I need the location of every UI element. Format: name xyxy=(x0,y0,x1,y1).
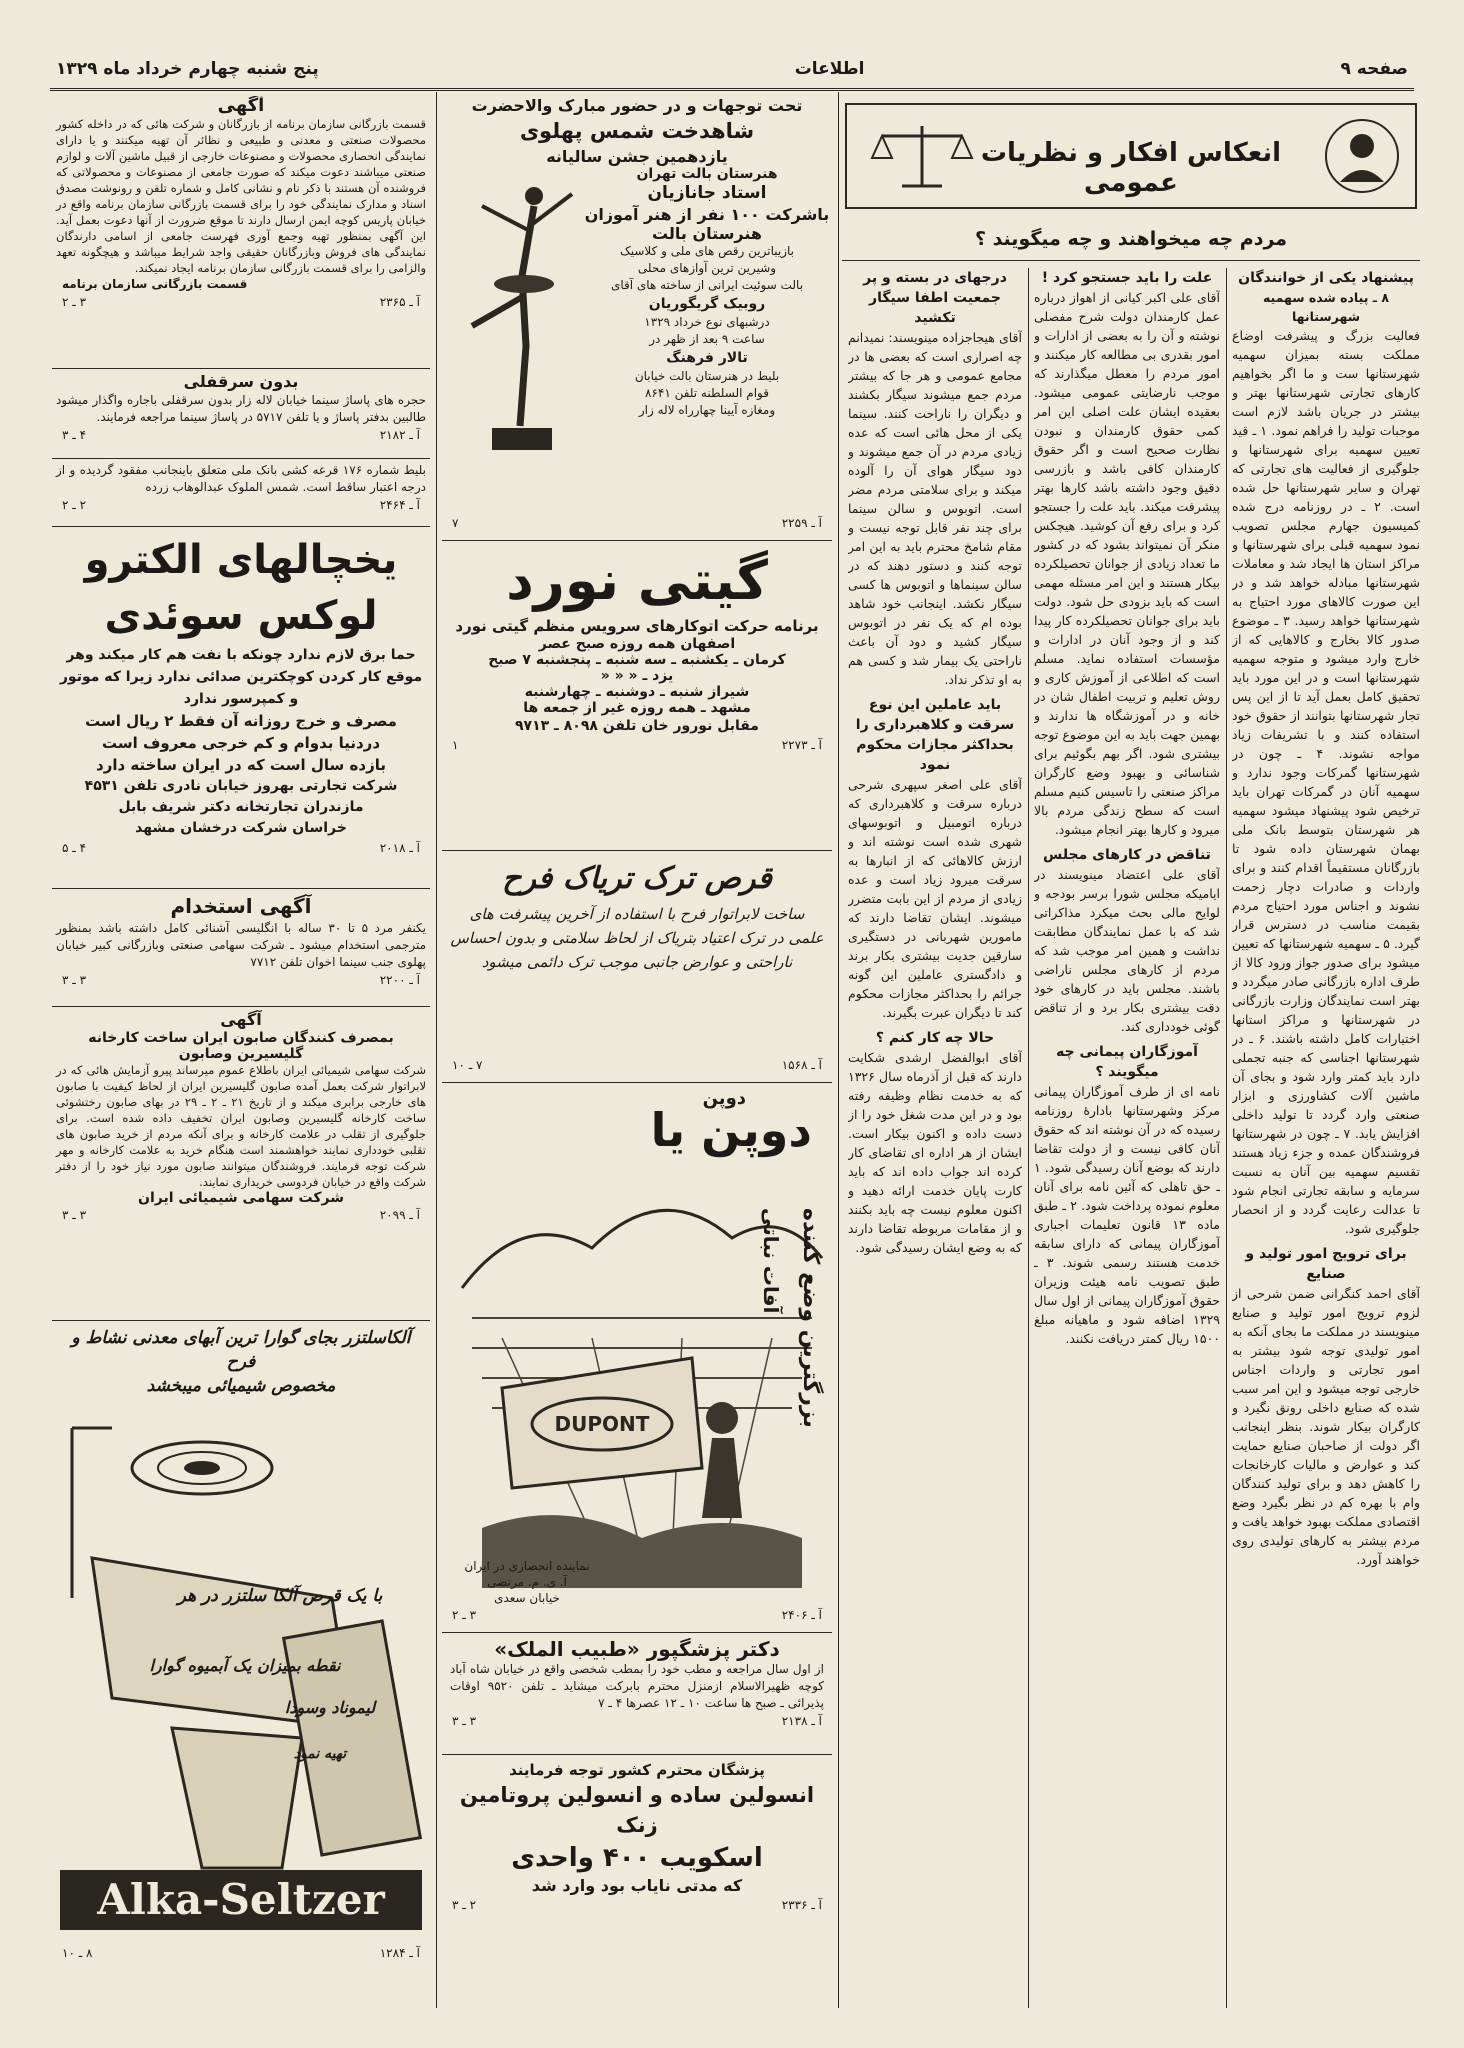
ad-line: آ. ی. م. مرتضی xyxy=(487,1575,567,1589)
ad-line: کرمان ـ یکشنبه ـ سه شنبه ـ پنجشنبه ۷ صبح xyxy=(488,652,786,668)
article-heading: آموزگاران پیمانی چه میگویند ؟ xyxy=(1056,1044,1198,1080)
ad-divider xyxy=(442,1754,832,1755)
ad-ref-right: آ ـ ۱۵۶۸ xyxy=(781,1058,822,1072)
ad-ref-right: آ ـ ۲۲۵۹ xyxy=(781,516,822,530)
ad-shams-ballet xyxy=(442,96,832,536)
ad-ref-left: ۱ xyxy=(452,738,459,752)
ad-line: آفات نباتی xyxy=(759,1208,783,1314)
ad-line: یزد ـ « « « xyxy=(600,668,674,684)
ad-ref-right: آ ـ ۲۰۹۹ xyxy=(379,1208,420,1222)
ad-line: درشبهای نوع خرداد ۱۳۲۹ xyxy=(644,315,770,329)
ad-line: باشرکت ۱۰۰ نفر از هنر آموزان xyxy=(584,205,830,224)
ad-line: با یک قرص آلکا سلتزر در هر xyxy=(177,1586,383,1606)
ad-divider xyxy=(52,888,430,889)
ad-title: دکتر پزشگپور «طبیب الملک» xyxy=(494,1638,780,1661)
ad-line: آلکاسلتزر بجای گوارا ترین آبهای معدنی نشاط و فرح xyxy=(71,1328,411,1372)
ad-title: آگهی استخدام xyxy=(170,894,312,918)
ad-reference xyxy=(442,1056,832,1074)
ad-ref-right: آ ـ ۲۲۰۰ xyxy=(379,973,420,987)
column-reader-suggestion xyxy=(1232,268,1420,2008)
ad-divider xyxy=(52,458,430,459)
ad-title-top: دوپن xyxy=(702,1088,746,1109)
ad-employment xyxy=(52,892,430,1002)
ad-dupont xyxy=(442,1088,832,1628)
ad-line: روبیک گریگوریان xyxy=(648,296,766,312)
ad-line: پزشگان محترم کشور توجه فرمایند xyxy=(509,1761,765,1779)
ad-line: بلیط در هنرستان بالت خیابان xyxy=(634,369,780,383)
ad-body: شرکت تجارتی بهروز خیابان نادری تلفن ۴۵۳۱ xyxy=(84,778,398,794)
ad-line: مشهد ـ همه روزه غیر از جمعه ها xyxy=(523,700,751,716)
article-heading: برای ترویج امور تولید و صنایع xyxy=(1245,1246,1407,1282)
ad-lost-ticket xyxy=(52,462,430,522)
article-body: آقای احمد کنگرانی ضمن شرحی از لزوم ترویج امور تولید و صنایع مینویسند در مملکت ما بجای آنکه به امور تولیدی توجه شود بیشتر به امور تجارتی و واردات اجناس خارجی توجه میشود و این امر سبب شده که صنایع داخلی رونق نگیرد و کارگران بیکار شوند. بنظر اینجانب اگر دولت از صاحبان صنایع حمایت کند و عوارض و مالیات کارخانجات را کاهش دهد و برای تولید کنندگان وام با بهره کم در نظر بگیرد وضع اقتصادی مملکت بهبود خواهد یافت و مردم بیشتر به کارهای تولیدی روی خواهند آورد. xyxy=(1232,1286,1420,1567)
ad-line: انسولین ساده و انسولین پروتامین زنک xyxy=(459,1783,815,1837)
article-heading: حالا چه کار کنم ؟ xyxy=(875,1030,995,1046)
article-body: آقای هیجاجزاده مینویسند: نمیدانم چه اصراری است که بعضی ها در مجامع عمومی و هر جا که بیشتر مردم جمع میشوند سیگار بکشند و دیگران را ناراحت کنند. سینما یکی از محل هائی است که عده زیادی مردم در آن جمع میشوند و دود سیگار هوای آن را آلوده میکند و برای سلامتی مردم مضر است. اتوبوس و سالن سینما برای چند نفر قابل توجه نیست و مقام شامخ محترم باید به این امر توجه کنند و دستور دهند که در سالن سینماها و اتوبوس ها کسی سیگار نکشد. اینجانب خود شاهد بوده ام که یک نفر در اتوبوس سیگار کشید و دود آن باعث ناراحتی یک بیمار شد و کسی هم به او تذکر نداد. xyxy=(848,330,1022,687)
ad-line: بازیباترین رقص های ملی و کلاسیک xyxy=(619,244,794,258)
page-header xyxy=(56,54,1408,84)
ad-doctor xyxy=(442,1638,832,1750)
ad-ref-right: آ ـ ۲۴۰۶ xyxy=(781,1608,822,1622)
ad-ref-left: ۸ ـ ۱۰ xyxy=(62,1946,93,1960)
ad-line: یازدهمین جشن سالیانه xyxy=(546,147,728,166)
page-label: صفحه ۹ xyxy=(1340,59,1408,79)
ad-line: بالت سوئیت ایرانی از ساخته های آقای xyxy=(610,278,804,292)
article-body: آقای علی اصغر سپهری شرحی درباره سرقت و کلاهبرداری که درباره اتومبیل و اتوبوسهای شهری شده است نوشته اند و ارزش کالاهائی که از انبارها به سرقت میرود زیاد است و عده زیادی از مردم از این بابت متضرر میشوند. ایشان تقاضا دارند که مامورین شهربانی در دستگیری سارقین جدیت بیشتری بکار برند و دادگستری عاملین این گونه جرائم را بحداکثر مجازات محکوم کند تا دیگران عبرت بگیرند. xyxy=(848,777,1022,1020)
ad-ref-left: ۳ ـ ۲ xyxy=(452,1608,477,1622)
ad-ref-left: ۳ ـ ۳ xyxy=(62,1208,87,1222)
ad-line: اسکویب ۴۰۰ واحدی xyxy=(511,1843,763,1873)
ad-body: بازده سال است که در ایران ساخته دارد xyxy=(96,756,386,774)
ad-ref-left: ۲ ـ ۲ xyxy=(62,498,87,512)
ad-body: از اول سال مراجعه و مطب خود را بمطب شخصی واقع در خیابان شاه آباد کوچه ظهیرالاسلام ازمنزل محترم بابرکت میشاید ـ تلفن ۹۵۲۰ اوقات پذیرائی ـ صبح ها ساعت ۱۰ ـ ۱۲ عصرها ۴ ـ ۷ xyxy=(450,1662,824,1710)
ad-divider xyxy=(442,1632,832,1633)
ad-title: قرص ترک تریاک فرح xyxy=(502,861,772,896)
ad-line: ومغازه آیینا چهارراه لاله زار xyxy=(638,403,776,417)
ad-ref-right: آ ـ ۲۳۳۶ xyxy=(781,1898,822,1912)
ad-reference xyxy=(52,293,430,311)
ad-ref-left: ۳ ـ ۳ xyxy=(62,973,87,987)
ad-ref-right: آ ـ ۲۰۱۸ xyxy=(379,841,420,855)
ad-ref-right: آ ـ ۲۱۳۸ xyxy=(781,1714,822,1728)
ad-ref-left: ۷ ـ ۱۰ xyxy=(452,1058,483,1072)
article-heading: باید عاملین این نوع سرقت و کلاهبرداری را بحداکثر مجازات محکوم نمود xyxy=(855,697,1015,773)
ad-divider xyxy=(52,1320,430,1321)
ad-line: مقابل نورور خان تلفن ۸۰۹۸ ـ ۹۷۱۳ xyxy=(515,718,759,734)
alka-seltzer-illustration-icon xyxy=(52,1398,430,1878)
article-heading: تناقض در کارهای مجلس xyxy=(1043,847,1211,863)
alka-seltzer-brand: Alka-Seltzer xyxy=(60,1870,422,1930)
article-body: آقای علی اعتضاد مینویسند در ایامیکه مجلس شورا برسر بودجه و لوایح مالی بحث میکرد مذاکراتی شد که با عمل نمایندگان مطابقت نداشت و همین امر موجب شد که مردم از کارهای مجلس ناراضی باشند. مجلس باید در کارهای خود دقت بیشتری بکار برد و از تناقض گوئی خودداری کند. xyxy=(1034,867,1220,1034)
ad-line: لیموناد وسودا xyxy=(284,1698,376,1717)
ad-reference xyxy=(52,971,430,989)
ad-line: تالار فرهنگ xyxy=(666,350,748,366)
ad-divider xyxy=(442,540,832,541)
ad-reference xyxy=(442,1712,832,1730)
ad-line: نقطه بمیزان یک آبمیوه گوارا xyxy=(149,1656,341,1675)
ad-reference xyxy=(442,1606,832,1624)
ad-ref-left: ۷ xyxy=(452,516,459,530)
column-divider xyxy=(1226,268,1227,2008)
ad-electrolux-fridge xyxy=(52,532,430,884)
article-heading: علت را باید جستجو کرد ! xyxy=(1041,270,1213,286)
dupont-illustration-icon xyxy=(442,1088,832,1598)
ad-body: حجره های پاساژ سینما خیابان لاله زار بدون سرقفلی باجاره واگذار میشود طالبین بدفتر پاساژ و یا تلفن ۵۷۱۷ در پاساژ سینما مراجعه فرمایند. xyxy=(56,393,426,424)
article-body: آقای علی اکبر کیانی از اهواز درباره عمل کارمندان دولت شرح مفصلی نوشته و آن را به بعضی از ادارات و امور بقدری بی مطالعه کار میکنند و امور مردم را معطل میگذارند که موجب نارضایتی عمومی میشود. بعقیده ایشان علت اصلی این امر کمی حقوق کارمندان و نبودن نظارت صحیح است و اگر حقوق کارمندان کافی باشد و بازرسی دقیق وجود داشته باشد کارها بهتر پیشرفت میکند. باید علت را جستجو کرد و برای رفع آن کوشید. هیچکس منکر آن نمیتواند بشود که در کشور ما تعداد زیادی از جوانان تحصیلکرده بیکار هستند و این امر مسئله مهمی است که باید بزودی حل شود. دولت باید برای جوانان تحصیلکرده کار پیدا کند و از وجود آنان در ادارات و مؤسسات استفاده نماید. مسلم است که اطلاعی از آموزش کاری و روش تعلیم و تربیت اطفال شان در خانه و در آموزشگاه ها ندارند و بهمین جهت باید به این موضوع توجه بیشتری شود. اگر بهم بگوئیم برای شناسائی و بهبود وضع کارگران مراکز صنعتی را تاسیس کنیم مسلم است که سطح زندگی مردم بالا میرود و کارها بهتر انجام میشود. xyxy=(1034,290,1220,837)
ad-ref-left: ۴ ـ ۵ xyxy=(62,841,87,855)
ad-ref-right: آ ـ ۲۳۶۵ xyxy=(379,295,420,309)
ballerina-figure-icon xyxy=(442,166,582,466)
ad-ref-right: آ ـ ۲۱۸۲ xyxy=(379,428,420,442)
ad-line: هنرستان بالت xyxy=(651,224,763,243)
ad-farah-pills xyxy=(442,856,832,1078)
ad-line: خیابان سعدی xyxy=(494,1591,560,1605)
ad-line: نماینده انحصاری در ایران xyxy=(464,1559,590,1573)
ad-line: ساعت ۹ بعد از ظهر در xyxy=(649,332,765,346)
ad-title: بدون سرقفلی xyxy=(183,372,299,391)
ad-program-org xyxy=(52,96,430,364)
ad-ref-right: آ ـ ۲۴۶۴ xyxy=(379,498,420,512)
ad-title: لوکس سوئدی xyxy=(104,593,378,639)
ad-ref-left: ۴ ـ ۳ xyxy=(62,428,87,442)
ad-body: بلیط شماره ۱۷۶ قرعه کشی بانک ملی متعلق باینجانب مفقود گردیده و از درجه اعتبار ساقط است. شمس الملوک عبدالوهاب زرده xyxy=(56,463,426,494)
ad-reference xyxy=(442,1896,832,1914)
ad-title: آگهی xyxy=(217,96,265,116)
ad-body: دردنیا بدوام و کم خرجی معروف است xyxy=(101,734,381,752)
article-heading: پیشنهاد یکی از خوانندگان xyxy=(1238,270,1414,286)
ad-body: خراسان شرکت درخشان مشهد xyxy=(135,820,347,836)
ad-no-key-money xyxy=(52,372,430,454)
ad-giti-nord xyxy=(442,546,832,846)
ad-body: قسمت بازرگانی سازمان برنامه از بازرگانان و شرکت هائی که در داخله کشور محصولات صنعتی و معدنی و طبیعی و نظائر آن تهیه میکنند و یا دارای نمایندگی انحصاری محصولات و مصنوعات خارجی از قبیل ماشین آلات و لوازم صنعتی میباشند دعوت میکند که صورت جامعی از مصنوعات و محصولاتی که فروشنده آن هستند با ذکر نام و نشانی کامل و شماره تلفن و رونوشت مصدق اسناد و مدارک نمایندگی خود را برای قسمت بازرگانی سازمان برنامه واقع در خیابان پاریس کوچه ایمن ارسال دارند تا موقع ضرورت از آنها دعوت بعمل آید. این آگهی بمنظور تهیه وجمع آوری فهرست جامعی از اسامی دارندگان نمایندگی های فروش وبازرگانان حقیقی واجد شرایط میباشد و هیچگونه تعهد والزامی را برای قسمت بازرگانی سازمان برنامه ایجاد نمیکند. xyxy=(56,117,426,275)
ad-line: اصفهان همه روزه صبح عصر xyxy=(538,636,736,652)
ad-line: استاد جانازیان xyxy=(647,183,767,203)
ad-line: هنرستان بالت تهران xyxy=(636,166,778,182)
ad-sign: شرکت سهامی شیمیائی ایران xyxy=(138,1190,344,1206)
ad-soap xyxy=(52,1010,430,1316)
header-rule xyxy=(50,88,1414,91)
ad-line: برنامه حرکت اتوکارهای سرویس منظم گیتی نورد xyxy=(455,617,819,635)
column-divider xyxy=(1028,268,1029,2008)
article-body: فعالیت بزرگ و پیشرفت اوضاع مملکت بسته بمیزان سهمیه شهرستانها ست و ما اگر بخواهیم کارهای تجارتی شهرستانها بهتر و بیشتر در جریان باشد لازم است موجبات تولید را فراهم نمود. ۱ ـ قید تعیین سهمیه برای شهرستانها و جلوگیری از فعالیت های تجارتی که تهران و سایر شهرستانها حل شده است. ۲ ـ در روزنامه درج شده کمیسیون جهارم مجلس تصویب نمود سهمیه قبلی برای شهرستانها و مراکز استان ها ایجاد شد و معاملات شهرستانها مبادله خواهد شد و در این صورت کالاهای مورد احتیاج به شهرستانها خواهد رسید. ۳ ـ موضوع صدور کالا بخارج و کالاهایی که از خارج وارد میشود و متوجه سهمیه شهرستانها است و در این مورد باید تحقیق کامل بعمل آید تا از این پس تجار شهرستانها بتوانند از حقوق خود استفاده کنند و با تشریفات زیاد مواجه نشوند. ۴ ـ چون در شهرستانها گمرکات وجود ندارد و سهمیه آنان در گمرکات تهران باید ترخیص شود پیشنهاد میشود سهمیه هر شهرستان بتوسط بانک ملی بهمان شهرستان داده شود تا بازرگانان مستقیماً اقدام کنند و برای واردات و صادرات دچار زحمت نشوند و اجناس مورد احتیاج مردم بقیمت مناسب در دسترس قرار گیرد. ۵ ـ سهمیه شهرستانها که تعیین میشود برای صدور جواز ورود کالا از طرف اداره بازرگانی صادر میگردد و بهتر است نمایندگان وزارت بازرگانی در شهرستانها و مراکز استانها اختیارات کامل داشته باشند. ۶ ـ در شهرستانها اجناسی که جنبه تجملی دارد باید کمتر وارد شود و بجای آن ماشین آلات کشاورزی و ابزار صنعتی وارد گردد تا تولید داخلی افزایش یابد. ۷ ـ چون در شهرستانها فروشندگان عمده و جزء زیاد هستند تقسیم سهمیه بین آنان به نسبت سرمایه و سابقه تجارتی انجام شود تا عدالت رعایت گردد و از انحصار جلوگیری شود. xyxy=(1232,328,1420,1236)
ad-insulin xyxy=(442,1760,832,1920)
column-no-smoking xyxy=(848,268,1022,2008)
ad-line: که مدتی نایاب بود وارد شد xyxy=(531,1876,743,1895)
ad-divider xyxy=(442,1082,832,1083)
date-line: پنج شنبه چهارم خرداد ماه ۱۳۲۹ xyxy=(56,59,319,79)
article-body: نامه ای از طرف آموزگاران پیمانی مرکز وشهرستانها بادارهٔ روزنامه رسیده که در آن نوشته اند که حقوق آنان کافی نیست و از دولت تقاضا دارند که بوضع آنان رسیدگی شود. ۱ ـ حق تاهلی که آئین نامه برای آنان معلوم نموده پرداخت شود. ۲ ـ طبق ماده ۱۳ قانون تعلیمات اجباری آموزگاران پیمانی که دارای سابقه خدمت هستند رسمی شوند. ۳ ـ طبق تصویب نامه هیئت وزیران حقوق آموزگاران پیمانی از اول سال ۱۳۲۹ اضافه شود و ماهیانه مبلغ ۱۵۰۰ ریال کمتر دریافت نکنند. xyxy=(1034,1084,1220,1346)
ad-ref-right: آ ـ ۲۲۷۳ xyxy=(781,738,822,752)
article-subheading: ۸ ـ پیاده شده سهمیه شهرستانها xyxy=(1262,290,1390,324)
ad-reference xyxy=(52,1206,430,1224)
ad-divider xyxy=(442,850,832,851)
ad-ref-left: ۲ ـ ۳ xyxy=(452,1898,477,1912)
ad-reference xyxy=(52,426,430,444)
banner-title: انعکاس افکار و نظریات عمومی xyxy=(980,138,1282,198)
ad-reference xyxy=(442,736,832,754)
section-divider xyxy=(838,92,839,2008)
column-banner xyxy=(842,96,1420,216)
ad-ref-right: آ ـ ۱۲۸۴ xyxy=(379,1946,420,1960)
ad-body: ساخت لابراتوار فرح با استفاده از آخرین پیشرفت های علمی در ترک اعتیاد بتریاک از لحاظ سلامتی و بدون احساس ناراحتی و عوارض جانبی موجب ترک دائمی میشود xyxy=(450,905,824,971)
ad-body: مازندران تجارتخانه دکتر شریف بابل xyxy=(118,799,364,815)
ad-reference xyxy=(442,514,832,532)
dupont-brand: DUPONT xyxy=(554,1412,650,1436)
paper-name: اطلاعات xyxy=(794,59,865,79)
ad-alka-seltzer xyxy=(52,1326,430,1966)
ad-body: مصرف و خرج روزانه آن فقط ۲ ریال است xyxy=(85,712,397,730)
article-body: آقای ابوالفضل ارشدی شکایت دارند که قبل از آذرماه سال ۱۳۲۶ که به خدمت نظام وظیفه رفته بود و در این مدت شغل خود را از دست داده و اکنون بیکار است. ایشان از هر اداره ای تقاضای کار کرده اند جواب داده اند که باید کارت پایان خدمت ارائه دهید و اکنون معلوم نیست چه باید بکنند و از مقامات مربوطه تقاضا دارند که به وضع ایشان رسیدگی شود. xyxy=(848,1050,1022,1255)
ad-line: تحت توجهات و در حضور مبارک والاحضرت xyxy=(471,96,803,115)
ad-reference xyxy=(52,496,430,514)
banner-rule xyxy=(842,260,1420,261)
ad-divider xyxy=(52,526,430,527)
ad-ref-left: ۳ ـ ۲ xyxy=(62,295,87,309)
ad-sign: قسمت بازرگانی سازمان برنامه xyxy=(62,277,248,291)
section-divider xyxy=(436,92,437,2008)
ad-line: شاهدخت شمس پهلوی xyxy=(519,119,755,143)
column-search-cause xyxy=(1034,268,1220,2008)
article-heading: درجهای در بسته و پر جمعیت اطفا سیگار تکشید xyxy=(863,270,1007,326)
ad-title: گیتی نورد xyxy=(506,549,768,612)
ad-line: شیراز شنبه ـ دوشنبه ـ چهارشنبه xyxy=(524,684,750,700)
ad-body: حما برق لازم ندارد چونکه با نفت هم کار میکند وهر موقع کار کردن کوچکترین صدائی ندارد زیرا که موتور و کمپرسور ندارد xyxy=(59,647,423,707)
ad-ref-left: ۳ ـ ۳ xyxy=(452,1714,477,1728)
ad-line: بمصرف کنندگان صابون ایران ساخت کارخانه xyxy=(88,1030,394,1046)
ad-line: بزرگترین وضع کننده xyxy=(798,1208,823,1428)
ad-body: شرکت سهامی شیمیائی ایران باطلاع عموم میرساند پیرو آزمایش هائی که در لابراتوار شرکت بعمل آمده صابون گلیسیرین ایران از لحاظ کیفیت با صابون های خارجی برابری میکند و از تاریخ ۲۱ ـ ۲ ـ ۲۹ در بهای صابون رختشوئی ساخت کارخانه گلیسیرین وصابون ایران تخفیف داده شده است. برای جلوگیری از تقلب در علامت کارخانه و برای آنکه مردم از خرید صابون های تقلبی خودداری نمایند خواهشمند است هنگام خرید به علامت کارخانه و مهر شرکت توجه فرمایند. فروشندگان میتوانند صابون مورد نیاز خود را از دفتر شرکت واقع در خیابان فردوسی خریداری نمایند. xyxy=(56,1063,427,1189)
ad-line: گلیسیرین وصابون xyxy=(178,1046,304,1062)
banner-subtitle: مردم چه میخواهند و چه میگویند ؟ xyxy=(974,228,1288,250)
ad-line: وشیرین ترین آوازهای محلی xyxy=(637,261,777,275)
ad-title: دوپن یا xyxy=(650,1103,812,1157)
ad-title: آگهی xyxy=(220,1010,262,1029)
ad-reference xyxy=(52,1944,430,1962)
ad-divider xyxy=(52,1006,430,1007)
ad-line: مخصوص شیمیائی میبخشد xyxy=(146,1376,336,1396)
ad-reference xyxy=(52,839,430,857)
ad-title: یخچالهای الکترو xyxy=(84,537,398,583)
ad-line: تهیه نمود xyxy=(293,1746,347,1762)
ad-body: یکنفر مرد ۵ تا ۳۰ ساله با انگلیسی آشنائی کامل داشته باشد بمنظور مترجمی استخدام میشود ـ شرکت سهامی صنعتی وبازرگانی کبیر خیابان پهلوی جنب سینما اخوان تلفن ۷۷۱۲ xyxy=(56,921,426,969)
ad-divider xyxy=(52,368,430,369)
ad-line: قوام السلطنه تلفن ۸۶۴۱ xyxy=(644,386,769,400)
